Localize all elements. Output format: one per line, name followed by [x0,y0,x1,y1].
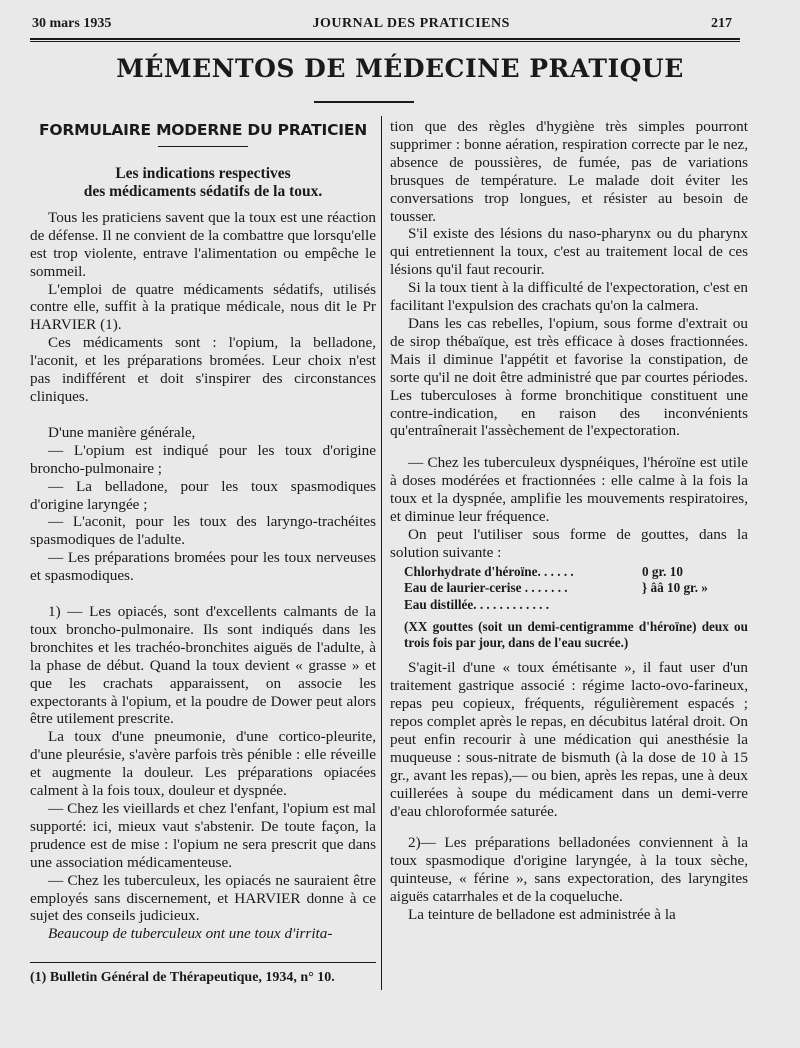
paragraph: S'agit-il d'une « toux émétisante », il faut user d'un traitement gastrique associé : régime lacto-ovo-farineux, repas peu copieux, fréquents, régulièrement espacés ; repos complet après le repas, en décubitus latéral droit. On peut enfin recourir à une médication qui anesthésie la muqueuse : sous-nitrate de bismuth (à la dose de 10 à 15 gr., avant les repas),— ou bien, après les repas, une à deux cuillerées à soupe du médicament dans un demi-verre d'eau chloroformée saturée. [390,659,748,820]
section-heading: FORMULAIRE MODERNE DU PRATICIEN [39,121,367,139]
left-column [30,118,376,943]
paragraph: — Chez les tuberculeux dyspnéiques, l'héroïne est utile à doses modérées et fractionnées : elle calme à la fois la toux et la dyspnée, amplifie les mouvements respiratoires, et diminue leur fréquence. [390,454,748,526]
header-rule-thin [30,41,740,42]
formula-table [404,564,748,614]
paragraph: tion que des règles d'hygiène très simples pourront supprimer : bonne aération, respiration correcte par le nez, absence de poussières, de fumée, pas de variations brusques de température. Le malade doit éviter les conversations trop longues, et résister au besoin de tousser. [390,118,748,225]
paragraph: Ces médicaments sont : l'opium, la belladone, l'aconit, et les préparations bromées. Leur choix n'est pas indifférent et doit s'inspirer des circonstances cliniques. [30,334,376,405]
header-page-number: 217 [711,16,732,31]
section-rule [158,146,248,147]
paragraph: 2)— Les préparations belladonées conviennent à la toux spasmodique d'origine laryngée, à la toux sèche, quinteuse, « férine », sans expectoration, des laryngites aiguës catarrhales et de la coqueluche. [390,834,748,906]
paragraph: D'une manière générale, [48,423,196,441]
list-item: — L'aconit, pour les toux des laryngo-trachéites spasmodiques de l'adulte. [30,513,376,549]
title-rule [314,101,414,103]
paragraph: On peut l'utiliser sous forme de gouttes, dans la solution suivante : [390,525,748,561]
article-title-line1: Les indications respectives [115,164,291,182]
paragraph: L'emploi de quatre médicaments sédatifs, utilisés contre elle, suffit à la pratique médicale, nous dit le Pr HARVIER (1). [30,280,376,334]
paragraph: Dans les cas rebelles, l'opium, sous forme d'extrait ou de sirop thébaïque, est très efficace à doses fractionnées. Mais il diminue l'appétit et favorise la constipation, de sorte qu'il ne doit être administré que par courtes périodes. Les tuberculoses à forme bronchitique constituent une contre-indication, en raison des inconvénients qu'entraînerait l'assèchement de l'expectoration. [390,314,748,440]
paragraph: Tous les praticiens savent que la toux est une réaction de défense. Il ne convient de la combattre que lorsqu'elle est trop violente, entrave l'alimentation ou empêche le sommeil. [30,208,376,280]
paragraph: Beaucoup de tuberculeux ont une toux d'irrita- [48,925,333,943]
column-divider [381,116,382,990]
header-date: 30 mars 1935 [32,16,112,31]
formula-ingredient: Chlorhydrate d'héroïne. . . . . . [404,563,574,579]
list-item: — La belladone, pour les toux spasmodiques d'origine laryngée ; [30,477,376,513]
list-item: — Les préparations bromées pour les toux nerveuses et spasmodiques. [30,549,376,585]
header-journal: JOURNAL DES PRATICIENS [312,16,510,31]
paragraph: — Chez les vieillards et chez l'enfant, l'opium est mal supporté: ici, mieux vaut s'abstenir. De toute façon, la prudence est de mise : l'opium ne sera prescrit que dans une association médicamenteuse. [30,800,376,871]
footnote: (1) Bulletin Général de Thérapeutique, 1934, n° 10. [30,970,335,985]
formula-row [404,564,748,581]
formula-ingredient: Eau de laurier-cerise . . . . . . . [404,580,568,596]
formula-ingredient: Eau distillée. . . . . . . . . . . . [404,596,550,612]
formula-dose: } ââ 10 gr. » [642,580,708,596]
paragraph: 1) — Les opiacés, sont d'excellents calmants de la toux broncho-pulmonaire. Ils sont indiqués dans les bronchites et les trachéo-bronchites aiguës de l'adulte, à la phase de début. Quand la toux devient « grasse » et que les crachats apparaissent, on associe les expectorants à l'opium, et la poudre de Dower peut alors être utilement prescrite. [30,603,376,728]
page-title: MÉMENTOS DE MÉDECINE PRATIQUE [116,54,684,83]
paragraph: S'il existe des lésions du naso-pharynx ou du pharynx qui entretiennent la toux, c'est au traitement local de ces lésions qu'il faut recourir. [390,225,748,279]
paragraph: La teinture de belladone est administrée à la [408,906,676,924]
formula-note: (XX gouttes (soit un demi-centigramme d'héroïne) deux ou trois fois par jour, dans de l'eau sucrée.) [404,619,748,651]
formula-row [404,597,748,614]
article-title [30,165,376,201]
right-column [390,118,748,924]
paragraph: La toux d'une pneumonie, d'une cortico-pleurite, d'une pleurésie, s'avère parfois très pénible : elle réveille et augmente la douleur. Les préparations opiacées calment à la fois toux, douleur et dyspnée. [30,728,376,800]
formula-dose: 0 gr. 10 [642,563,683,579]
paragraph: — Chez les tuberculeux, les opiacés ne sauraient être employés sans discernement, et HARVIER donne à ce sujet des conseils judicieux. [30,871,376,925]
running-header [32,16,732,38]
header-rule [30,38,740,40]
paragraph: Si la toux tient à la difficulté de l'expectoration, c'est en facilitant l'expulsion des crachats qu'on la calmera. [390,279,748,315]
article-title-line2: des médicaments sédatifs de la toux. [83,182,323,200]
footnote-rule [30,962,376,963]
formula-dose [642,597,748,614]
list-item: — L'opium est indiqué pour les toux d'origine broncho-pulmonaire ; [30,441,376,477]
formula-row [404,580,748,597]
